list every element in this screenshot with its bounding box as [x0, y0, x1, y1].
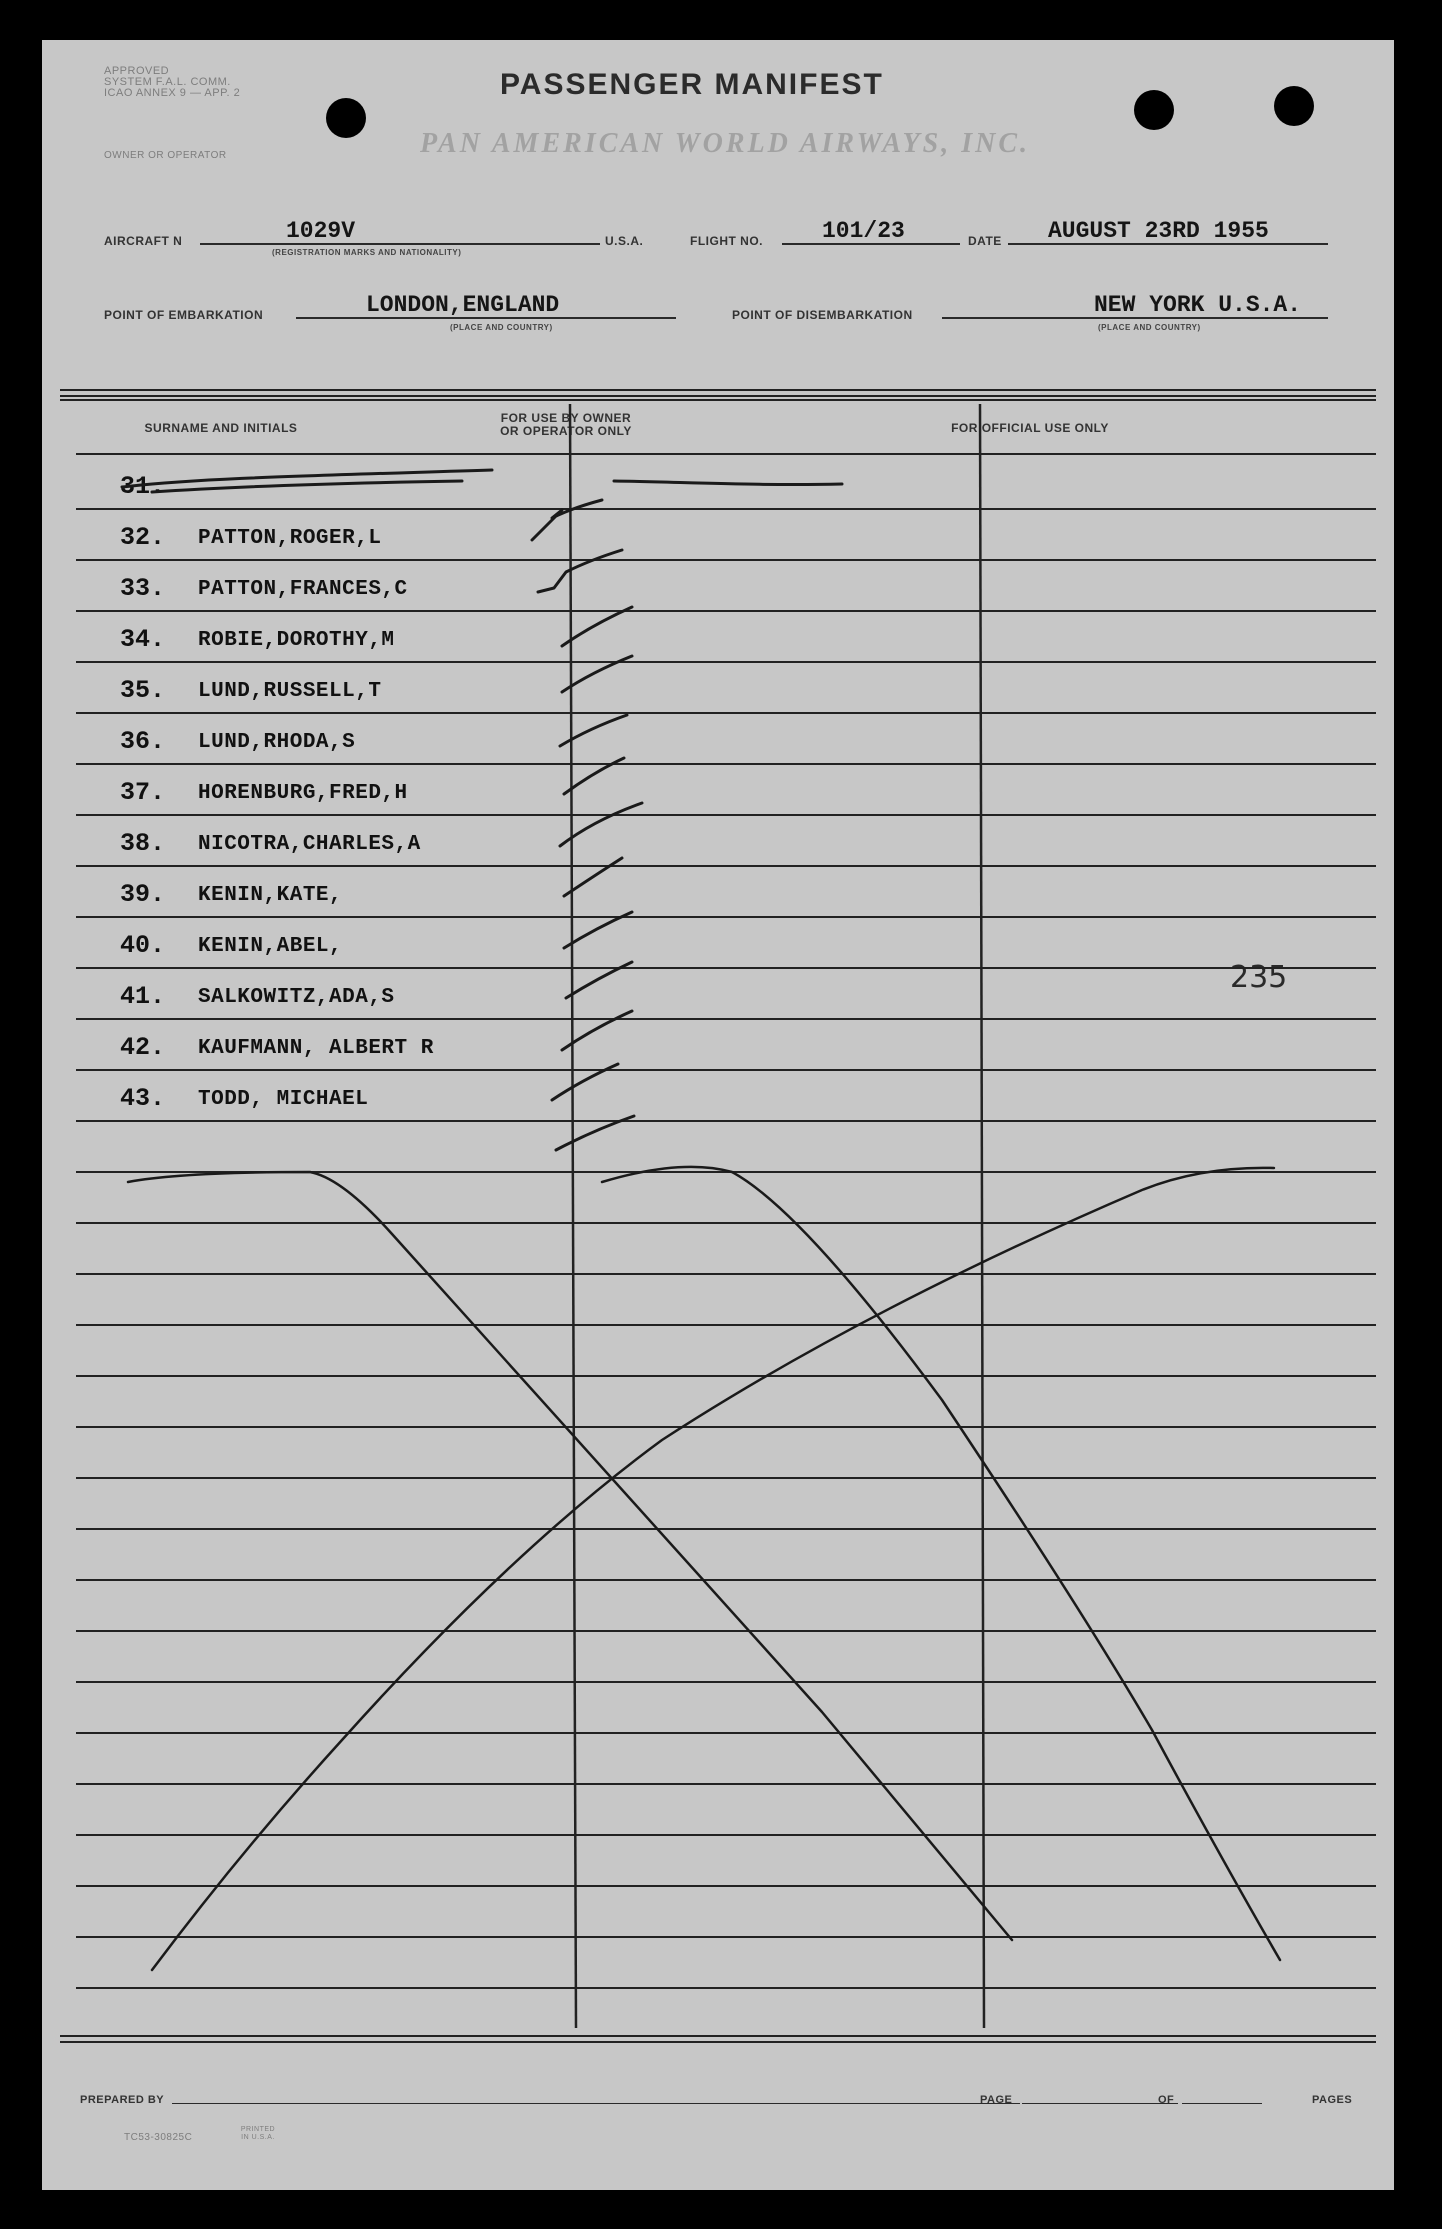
row-number: 39.: [120, 880, 166, 909]
row-number: 31.: [120, 472, 166, 501]
date-value: AUGUST 23RD 1955: [1048, 218, 1269, 244]
cancel-stroke: [152, 1168, 1274, 1970]
passenger-name: HORENBURG,FRED,H: [198, 782, 408, 805]
row-number: 38.: [120, 829, 166, 858]
flight-number-value: 101/23: [822, 218, 905, 244]
flight-number-label: FLIGHT NO.: [690, 234, 763, 248]
page-title: PASSENGER MANIFEST: [500, 68, 884, 101]
owner-header-line: OR OPERATOR ONLY: [500, 424, 632, 438]
date-label: DATE: [968, 234, 1002, 248]
approval-line: ICAO ANNEX 9 — APP. 2: [104, 87, 241, 99]
passenger-name: PATTON,ROGER,L: [198, 527, 382, 550]
row-number: 37.: [120, 778, 166, 807]
pages-label: PAGES: [1312, 2094, 1353, 2106]
printed-in-usa: PRINTED IN U.S.A.: [240, 2126, 276, 2141]
row-number: 43.: [120, 1084, 166, 1113]
redaction-scribble: [122, 470, 492, 492]
owner-header-line: FOR USE BY OWNER: [500, 411, 632, 425]
cancel-stroke: [128, 1172, 1012, 1940]
row-number: 32.: [120, 523, 166, 552]
column-header-name: SURNAME AND INITIALS: [144, 421, 298, 435]
disembarkation-value: NEW YORK U.S.A.: [1094, 292, 1302, 318]
prepared-by-label: PREPARED BY: [80, 2094, 165, 2106]
passenger-name: KENIN,ABEL,: [198, 935, 343, 958]
check-mark: [532, 500, 602, 540]
passenger-name: TODD, MICHAEL: [198, 1088, 369, 1111]
manifest-sheet: [42, 40, 1394, 2190]
row-number: 42.: [120, 1033, 166, 1062]
embarkation-label: POINT OF EMBARKATION: [104, 308, 264, 322]
row-number: 35.: [120, 676, 166, 705]
passenger-name: KAUFMANN, ALBERT R: [198, 1037, 434, 1060]
column-header-official: FOR OFFICIAL USE ONLY: [951, 421, 1109, 435]
row-number: 33.: [120, 574, 166, 603]
check-mark: [538, 550, 622, 592]
embarkation-value: LONDON,ENGLAND: [366, 292, 560, 318]
passenger-name: KENIN,KATE,: [198, 884, 343, 907]
embarkation-note: (PLACE AND COUNTRY): [450, 323, 553, 332]
of-label: OF: [1158, 2094, 1175, 2106]
owner-column-dash: [614, 481, 842, 485]
page-label: PAGE: [980, 2094, 1013, 2106]
aircraft-label: AIRCRAFT N: [104, 234, 183, 248]
cancel-stroke: [602, 1167, 1280, 1960]
passenger-name: LUND,RUSSELL,T: [198, 680, 382, 703]
aircraft-value: 1029V: [286, 218, 356, 244]
form-code: TC53-30825C: [124, 2132, 193, 2143]
row-number: 36.: [120, 727, 166, 756]
passenger-name: LUND,RHODA,S: [198, 731, 356, 754]
passenger-name: PATTON,FRANCES,C: [198, 578, 408, 601]
approval-line: APPROVED: [104, 65, 170, 77]
usa-label: U.S.A.: [605, 234, 644, 248]
disembarkation-note: (PLACE AND COUNTRY): [1098, 323, 1201, 332]
disembarkation-label: POINT OF DISEMBARKATION: [732, 308, 913, 322]
row-number: 41.: [120, 982, 166, 1011]
passenger-name: SALKOWITZ,ADA,S: [198, 986, 395, 1009]
registration-note: (REGISTRATION MARKS AND NATIONALITY): [272, 248, 462, 257]
passenger-name: NICOTRA,CHARLES,A: [198, 833, 421, 856]
approval-line: SYSTEM F.A.L. COMM.: [104, 76, 231, 88]
row-number: 40.: [120, 931, 166, 960]
row-number: 34.: [120, 625, 166, 654]
passenger-name: ROBIE,DOROTHY,M: [198, 629, 395, 652]
official-note: 235: [1230, 960, 1288, 995]
check-mark: [562, 607, 632, 646]
airline-name: PAN AMERICAN WORLD AIRWAYS, INC.: [420, 128, 1031, 159]
form-ruling-and-marks: [42, 40, 1394, 2190]
owner-operator-label: OWNER OR OPERATOR: [104, 150, 227, 161]
